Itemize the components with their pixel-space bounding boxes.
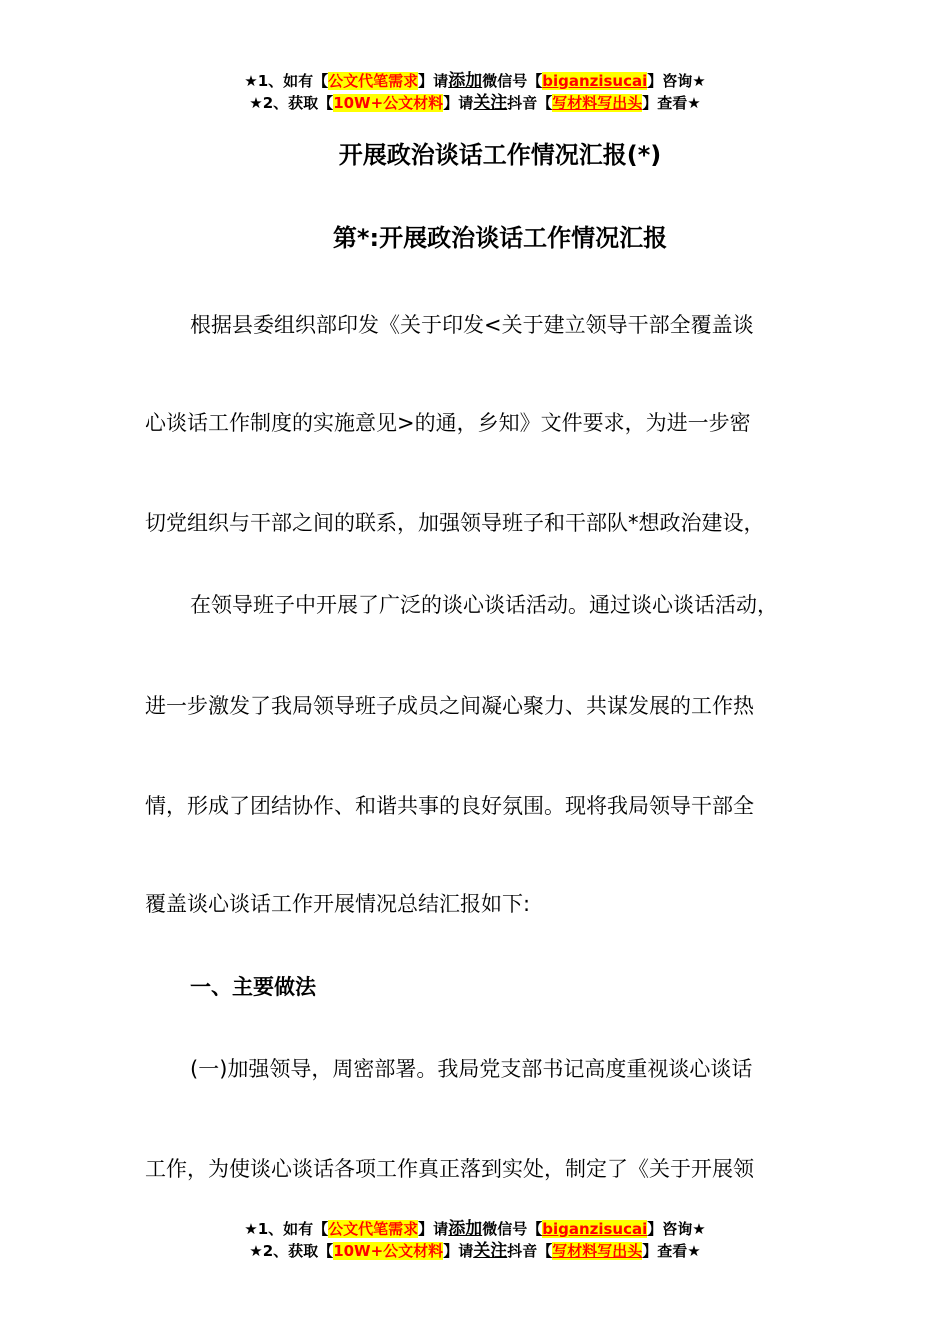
body-line: (一)加强领导，周密部署。我局党支部书记高度重视谈心谈话 (190, 1057, 753, 1081)
banner-text: 】查看★ (642, 1242, 701, 1260)
banner-text: ★2、获取【 (249, 1242, 334, 1260)
body-line: 心谈话工作制度的实施意见>的通，乡知》文件要求，为进一步密 (145, 411, 751, 435)
banner-text: 】请 (418, 1220, 449, 1238)
banner-text: 】请 (443, 1242, 474, 1260)
banner-text: 微信号【 (482, 1220, 543, 1238)
body-line: 切党组织与干部之间的联系，加强领导班子和干部队*想政治建设， (145, 511, 765, 535)
banner-line-1 (0, 70, 950, 92)
body-line: 覆盖谈心谈话工作开展情况总结汇报如下: (145, 892, 531, 916)
banner-wechat-id: biganzisucai (542, 1220, 648, 1238)
banner-douyin-id: 写材料写出头 (552, 94, 643, 112)
banner-highlight: 10W+公文材料 (333, 1242, 444, 1260)
banner-text: 抖音【 (507, 94, 553, 112)
bottom-banner (0, 1218, 950, 1262)
banner-text: 】请 (418, 72, 449, 90)
body-line: 情，形成了团结协作、和谐共事的良好氛围。现将我局领导干部全 (145, 794, 754, 818)
banner-underline: 关注 (473, 1241, 508, 1261)
banner-text: 抖音【 (507, 1242, 553, 1260)
section-heading: 一、主要做法 (190, 975, 316, 999)
body-line: 在领导班子中开展了广泛的谈心谈话活动。通过谈心谈话活动， (190, 593, 778, 617)
banner-text: 】请 (443, 94, 474, 112)
document-title: 开展政治谈话工作情况汇报(*) (338, 141, 662, 169)
banner-wechat-id: biganzisucai (542, 72, 648, 90)
banner-underline: 添加 (448, 71, 483, 91)
banner-text: 微信号【 (482, 72, 543, 90)
top-banner (0, 70, 950, 114)
banner-text: ★1、如有【 (244, 1220, 329, 1238)
banner-underline: 关注 (473, 93, 508, 113)
banner-line-2 (0, 1240, 950, 1262)
banner-douyin-id: 写材料写出头 (552, 1242, 643, 1260)
body-line: 根据县委组织部印发《关于印发<关于建立领导干部全覆盖谈 (190, 313, 754, 337)
banner-highlight: 公文代笔需求 (328, 72, 419, 90)
banner-highlight: 10W+公文材料 (333, 94, 444, 112)
body-line: 进一步激发了我局领导班子成员之间凝心聚力、共谋发展的工作热 (145, 694, 754, 718)
banner-underline: 添加 (448, 1219, 483, 1239)
banner-line-1 (0, 1218, 950, 1240)
banner-text: 】查看★ (642, 94, 701, 112)
banner-text: 】咨询★ (647, 72, 706, 90)
banner-highlight: 公文代笔需求 (328, 1220, 419, 1238)
body-line: 工作，为使谈心谈话各项工作真正落到实处，制定了《关于开展领 (145, 1157, 754, 1181)
banner-line-2 (0, 92, 950, 114)
document-subtitle: 第*:开展政治谈话工作情况汇报 (332, 224, 668, 252)
banner-text: ★2、获取【 (249, 94, 334, 112)
banner-text: ★1、如有【 (244, 72, 329, 90)
banner-text: 】咨询★ (647, 1220, 706, 1238)
